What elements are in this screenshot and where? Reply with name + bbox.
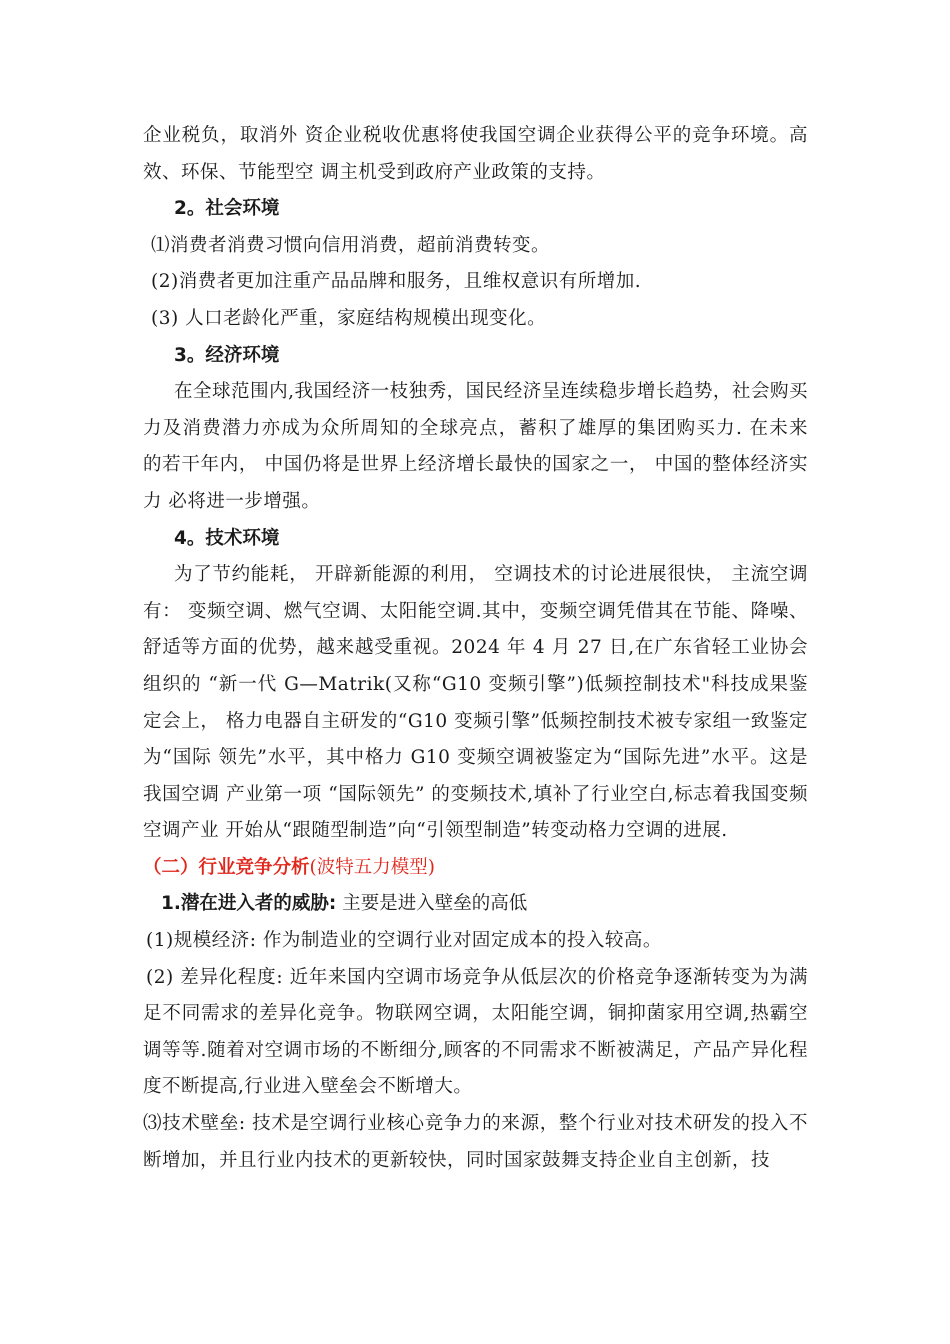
social-item-1: ⑴消费者消费习惯向信用消费，超前消费转变。: [151, 234, 551, 256]
potential-entrants-label: 1.潜在进入者的威胁:: [161, 893, 337, 915]
heading-technology-environment: 4。技术环境: [174, 527, 280, 549]
paragraph-economic: 在全球范围内,我国经济一枝独秀，国民经济呈连续稳步增长趋势，社会购买力及消费潜力亦成为众所周知的全球亮点，蓄积了雄厚的集团购买力. 在未来 的若干年内， 中国仍将是世界上经济增长最快的国家之一， 中国的整体经济实力 必将进一步增强。: [143, 381, 808, 512]
competition-item-3: ⑶技术壁垒: 技术是空调行业核心竞争力的来源，整个行业对技术研发的投入不断增加，并且行业内技术的更新较快，同时国家鼓舞支持企业自主创新，技: [143, 1113, 808, 1171]
paragraph-technology: 为了节约能耗， 开辟新能源的利用， 空调技术的讨论进展很快， 主流空调有： 变频空调、燃气空调、太阳能空调.其中，变频空调凭借其在节能、降噪、舒适等方面的优势，越来越受重视。2024 年 4 月 27 日,在广东省轻工业协会组织的 “新一代 G—Matrik(又称“G10 变频引擎”)低频控制技术"科技成果鉴定会上， 格力电器自主研发的“G10 变频引擎”低频控制技术被专家组一致鉴定为“国际 领先”水平，其中格力 G10 变频空调被鉴定为“国际先进”水平。这是我国空调 产业第一项 “国际领先” 的变频技术,填补了行业空白,标志着我国变频空调产业 开始从“跟随型制造”向“引领型制造”转变动格力空调的进展.: [143, 564, 808, 842]
section-heading-sub: (波特五力模型): [309, 856, 435, 878]
paragraph-tax: 企业税负，取消外 资企业税收优惠将使我国空调企业获得公平的竞争环境。高效、环保、节能型空 调主机受到政府产业政策的支持。: [143, 125, 808, 183]
competition-item-1: (1)规模经济: 作为制造业的空调行业对固定成本的投入较高。: [146, 930, 662, 952]
section-heading-main: （二）行业竞争分析: [143, 856, 310, 878]
heading-social-environment: 2。社会环境: [174, 198, 280, 220]
social-item-3: (3) 人口老龄化严重，家庭结构规模出现变化。: [151, 307, 547, 329]
heading-economic-environment: 3。经济环境: [174, 344, 280, 366]
competition-item-2: (2) 差异化程度: 近年来国内空调市场竞争从低层次的价格竞争逐渐转变为为满足不同需求的差异化竞争。物联网空调，太阳能空调，铜抑菌家用空调,热霸空调等等.随着对空调市场的不断细分,顾客的不同需求不断被满足，产品产异化程度不断提高,行业进入壁垒会不断增大。: [143, 966, 808, 1098]
potential-entrants-text: 主要是进入壁垒的高低: [336, 893, 528, 915]
section-heading-competition: [143, 850, 808, 887]
subheading-potential-entrants: [143, 886, 808, 923]
document-page: [143, 118, 808, 1179]
social-item-2: (2)消费者更加注重产品品牌和服务，且维权意识有所增加.: [151, 271, 642, 293]
